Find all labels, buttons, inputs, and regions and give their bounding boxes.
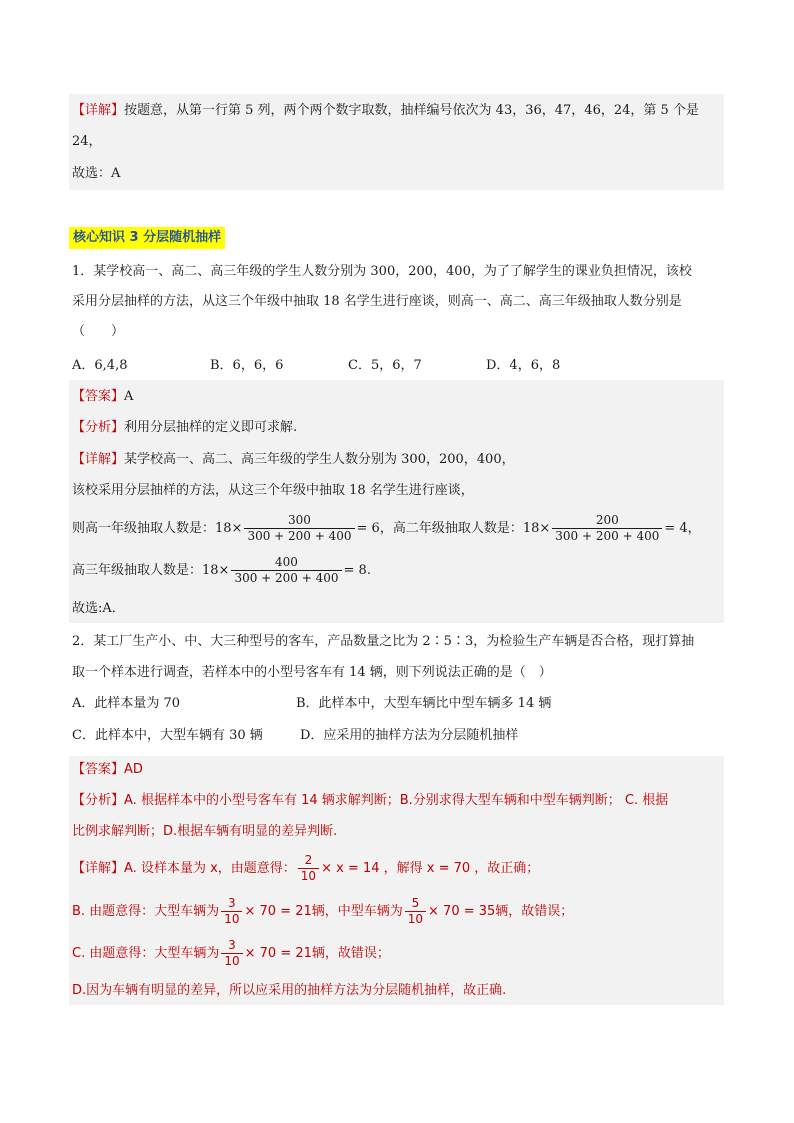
q2-option-d: D．应采用的抽样方法为分层随机抽样 — [300, 728, 519, 743]
q1-detail-line-2: 该校采用分层抽样的方法，从这三个年级中抽取 18 名学生进行座谈， — [72, 483, 474, 498]
detail-line-1 — [72, 101, 699, 121]
detail-text: 按题意，从第一行第 5 列，两个两个数字取数，抽样编号依次为 43，36，47，46，24，第 5 个是 — [124, 103, 699, 118]
analysis-text: 利用分层抽样的定义即可求解. — [124, 420, 298, 435]
fraction — [221, 938, 242, 969]
q2-detail-d: D.因为车辆有明显的差异，所以应采用的抽样方法为分层随机抽样，故正确. — [72, 983, 507, 998]
q2-answer — [72, 760, 143, 780]
q1-option-a: A．6,4,8 — [72, 358, 128, 373]
q1-analysis — [72, 418, 297, 438]
answer-value: A — [124, 389, 134, 404]
formula-prefix: A. 设样本量为 x，由题意得： — [124, 861, 296, 876]
q1-stem-line-3: （ ） — [72, 324, 125, 339]
numerator: 300 — [288, 513, 311, 527]
q1-choice: 故选:A． — [72, 601, 125, 616]
denominator: 10 — [298, 868, 319, 884]
detail-line-3: 故选：A — [72, 166, 121, 181]
q2-analysis-line-2: 比例求解判断；D.根据车辆有明显的差异判断. — [72, 824, 338, 839]
q2-detail-a — [72, 851, 539, 887]
fraction — [231, 555, 341, 586]
detail-tag: 【详解】 — [72, 103, 125, 118]
formula-prefix: B. 由题意得：大型车辆为 — [72, 904, 220, 919]
formula-result: = 8. — [343, 563, 371, 578]
q2-option-a: A．此样本量为 70 — [72, 696, 181, 711]
q1-stem-line-1: 1．某学校高一、高二、高三年级的学生人数分别为 300，200，400，为了了解学生的课业负担情况，该校 — [72, 264, 692, 279]
denominator: 300 + 200 + 400 — [244, 528, 354, 544]
answer-tag: 【答案】 — [72, 389, 125, 404]
formula-prefix: 则高一年级抽取人数是：18× — [72, 521, 243, 536]
q1-stem-line-2: 采用分层抽样的方法，从这三个年级中抽取 18 名学生进行座谈，则高一、高二、高三年级抽取人数分别是 — [72, 294, 682, 309]
q1-option-b: B．6，6，6 — [210, 358, 284, 373]
analysis-tag: 【分析】 — [72, 420, 125, 435]
formula-result: × 70 = 21辆，中型车辆为 — [244, 904, 403, 919]
section-heading: 核心知识 3 分层随机抽样 — [69, 227, 225, 249]
formula-prefix: C. 由题意得：大型车辆为 — [72, 946, 220, 961]
formula-result: × 70 = 35辆，故错误； — [428, 904, 574, 919]
fraction — [244, 513, 354, 544]
q1-detail-line-1 — [72, 450, 515, 470]
fraction — [405, 896, 426, 927]
q1-option-c: C．5，6，7 — [348, 358, 422, 373]
q2-stem-line-1: 2．某工厂生产小、中、大三种型号的客车，产品数量之比为 2∶5∶3，为检验生产车辆是否合格，现打算抽 — [72, 634, 695, 649]
denominator: 10 — [221, 953, 242, 969]
fraction — [298, 853, 319, 884]
q2-detail-c — [72, 936, 390, 972]
analysis-text: A. 根据样本中的小型号客车有 14 辆求解判断；B.分别求得大型车辆和中型车辆判断； C. 根据 — [124, 793, 669, 808]
denominator: 300 + 200 + 400 — [231, 570, 341, 586]
answer-value: AD — [124, 762, 143, 777]
formula-prefix: 高三年级抽取人数是：18× — [72, 563, 230, 578]
q1-answer — [72, 387, 133, 407]
detail-text: 某学校高一、高二、高三年级的学生人数分别为 300，200，400， — [124, 452, 515, 467]
formula-result: × x = 14 ，解得 x = 70 ，故正确； — [321, 861, 540, 876]
fraction — [221, 896, 242, 927]
q1-detail-line-4 — [72, 553, 371, 589]
answer-tag: 【答案】 — [72, 762, 125, 777]
formula-result: = 6，高二年级抽取人数是：18× — [356, 521, 551, 536]
q1-detail-line-3 — [72, 511, 701, 547]
detail-line-2: 24， — [72, 134, 102, 149]
denominator: 10 — [221, 911, 242, 927]
analysis-tag: 【分析】 — [72, 793, 125, 808]
q2-stem-line-2: 取一个样本进行调查，若样本中的小型号客车有 14 辆，则下列说法正确的是（ ） — [72, 665, 552, 680]
q2-option-b: B．此样本中，大型车辆比中型车辆多 14 辆 — [296, 696, 552, 711]
numerator: 3 — [228, 938, 236, 952]
numerator: 400 — [275, 555, 298, 569]
formula-result: = 4， — [664, 521, 701, 536]
q1-option-d: D．4，6，8 — [486, 358, 561, 373]
denominator: 10 — [405, 911, 426, 927]
formula-result: × 70 = 21辆，故错误； — [244, 946, 390, 961]
numerator: 200 — [595, 513, 619, 527]
detail-tag: 【详解】 — [72, 452, 125, 467]
numerator: 3 — [228, 896, 236, 910]
q2-analysis-line-1 — [72, 791, 668, 811]
denominator: 300 + 200 + 400 — [552, 528, 662, 544]
numerator: 2 — [304, 853, 313, 867]
q2-detail-b — [72, 894, 573, 930]
numerator: 5 — [411, 896, 420, 910]
fraction — [552, 513, 662, 544]
detail-tag: 【详解】 — [72, 861, 125, 876]
q2-option-c: C．此样本中，大型车辆有 30 辆 — [72, 728, 263, 743]
